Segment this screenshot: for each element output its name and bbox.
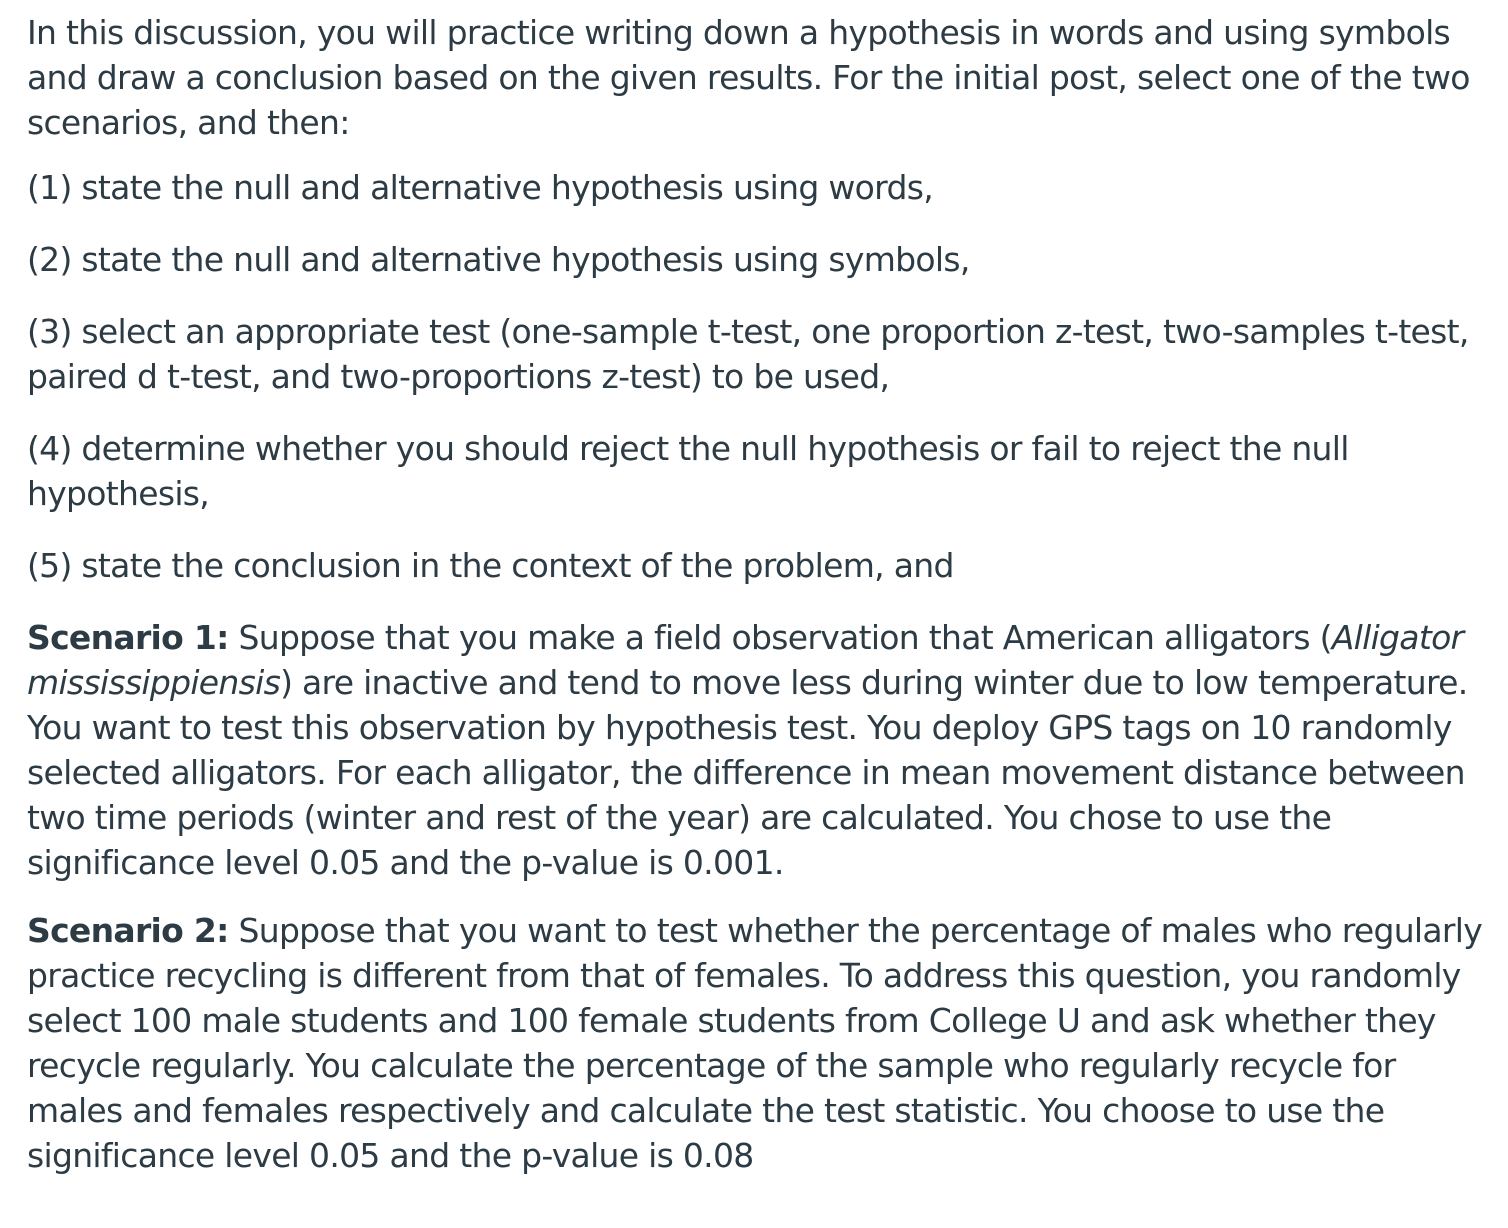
step-2: (2) state the null and alternative hypothesis using symbols, (27, 240, 970, 279)
scenario-1-label: Scenario 1: (27, 618, 229, 657)
intro-paragraph: In this discussion, you will practice writing down a hypothesis in words and using symbols and draw a conclusion based on the given results. For the initial post, select one of the two scenarios, and then: (27, 13, 1470, 142)
scenario-1-paragraph (27, 615, 1494, 885)
step-5: (5) state the conclusion in the context of the problem, and (27, 546, 954, 585)
step-3: (3) select an appropriate test (one-sample t-test, one proportion z-test, two-samples t-test, paired d t-test, and two-proportions z-test) to be used, (27, 312, 1469, 396)
scenario-1-text-after: ) are inactive and tend to move less during winter due to low temperature. You want to test this observation by hypothesis test. You deploy GPS tags on 10 randomly selected alligators. For each alligator, the difference in mean movement distance between two time periods (winter and rest of the year) are calculated. You chose to use the significance level 0.05 and the p-value is 0.001. (27, 663, 1468, 882)
scenario-1-text-before: Suppose that you make a field observation that American alligators ( (228, 618, 1332, 657)
step-4: (4) determine whether you should reject the null hypothesis or fail to reject the null hypothesis, (27, 429, 1349, 513)
scenario-2-label: Scenario 2: (27, 911, 229, 950)
step-1: (1) state the null and alternative hypothesis using words, (27, 168, 933, 207)
scenario-1-species: Alligator mississippiensis (27, 618, 1464, 702)
scenario-2-text: Suppose that you want to test whether the percentage of males who regularly practice recycling is different from that of females. To address this question, you randomly select 100 male students and 100 female students from College U and ask whether they recycle regularly. You calculate the percentage of the sample who regularly recycle for males and females respectively and calculate the test statistic. You choose to use the significance level 0.05 and the p-value is 0.08 (27, 911, 1483, 1175)
scenario-2-paragraph (27, 908, 1494, 1178)
